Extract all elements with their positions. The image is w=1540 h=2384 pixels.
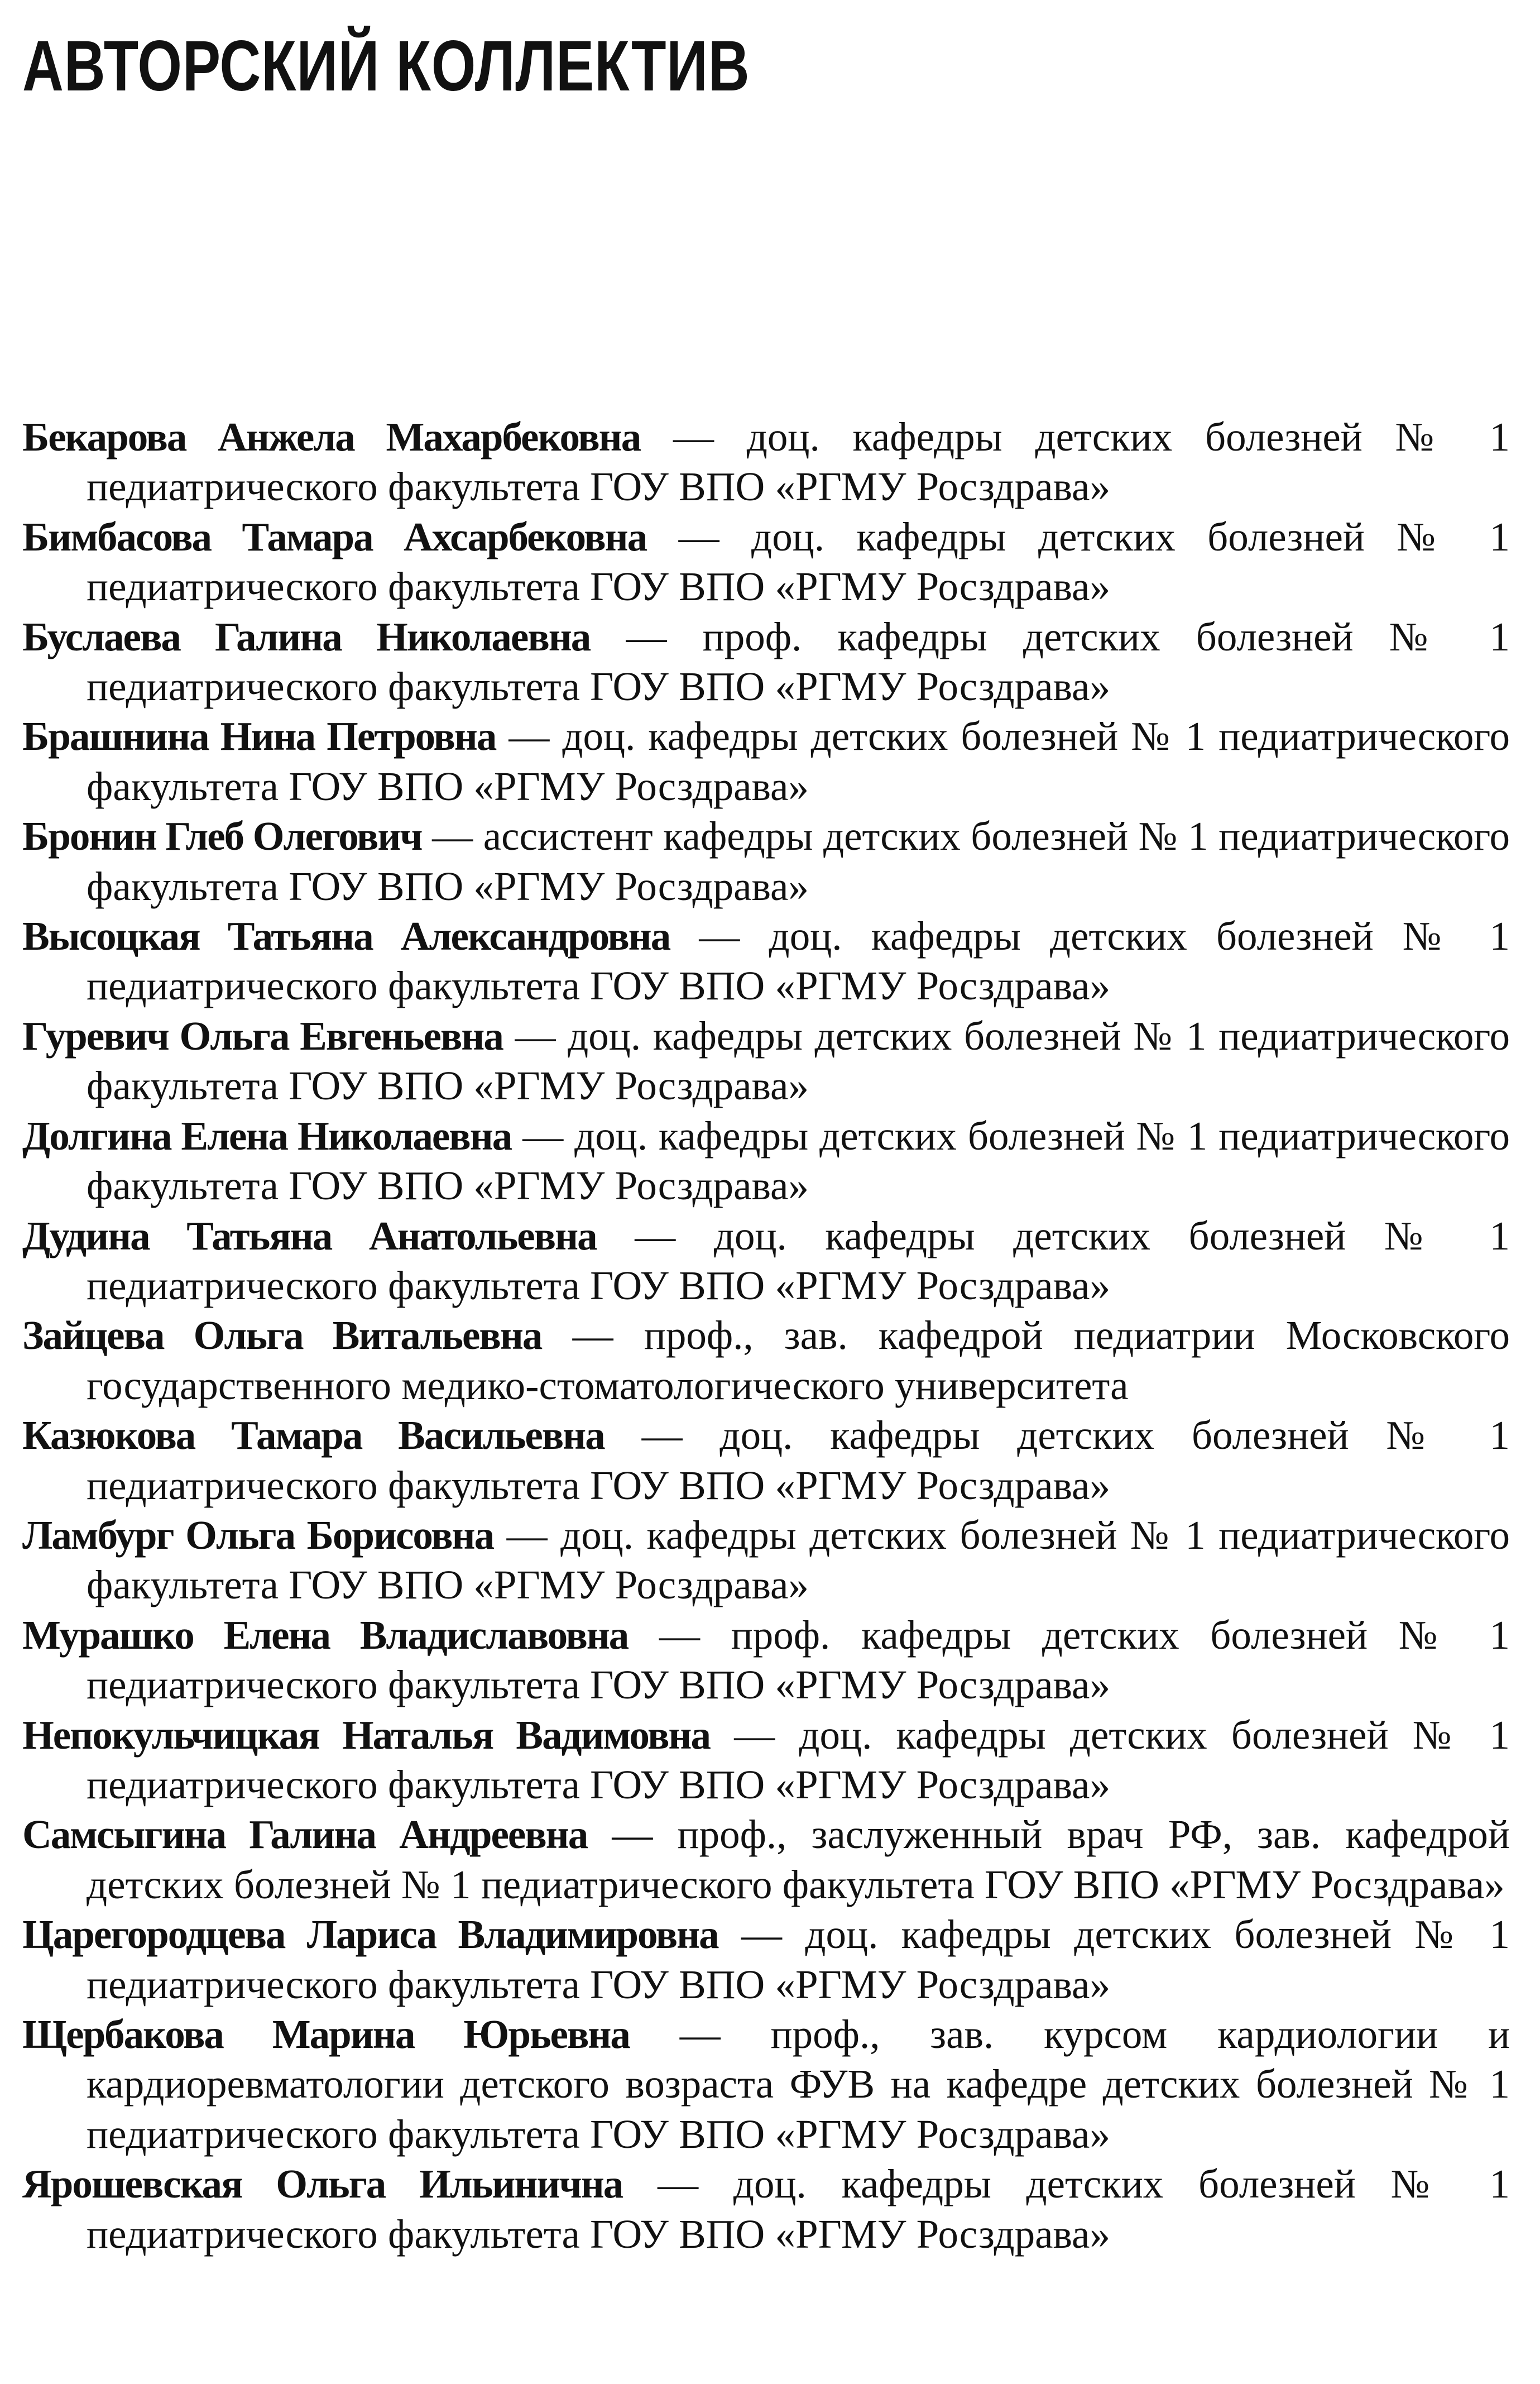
author-entry — [22, 1909, 1510, 2009]
author-name: Брашнина Нина Петровна — [22, 714, 496, 759]
author-description: — проф., зав. курсом кардиологии и кардиоревматологии детского возраста ФУВ на кафедре детских болезней № 1 педиатрического факультета ГОУ ВПО «РГМУ Росздрава» — [87, 2012, 1510, 2157]
author-entry — [22, 811, 1510, 911]
author-name: Дудина Татьяна Анатольевна — [22, 1213, 597, 1258]
author-description: — доц. кафедры детских болезней № 1 педиатрического факультета ГОУ ВПО «РГМУ Росздрава» — [87, 514, 1510, 610]
author-description: — доц. кафедры детских болезней № 1 педиатрического факультета ГОУ ВПО «РГМУ Росздрава» — [87, 1413, 1510, 1508]
author-name: Непокульчицкая Наталья Вадимовна — [22, 1712, 710, 1758]
author-description: — доц. кафедры детских болезней № 1 педиатрического факультета ГОУ ВПО «РГМУ Росздрава» — [87, 1912, 1510, 2007]
author-entry — [22, 612, 1510, 712]
author-name: Ярошевская Ольга Ильинична — [22, 2161, 623, 2207]
author-description: — доц. кафедры детских болезней № 1 педиатрического факультета ГОУ ВПО «РГМУ Росздрава» — [87, 1013, 1510, 1109]
author-name: Бронин Глеб Олегович — [22, 813, 422, 859]
author-entry — [22, 911, 1510, 1011]
author-description: — проф. кафедры детских болезней № 1 педиатрического факультета ГОУ ВПО «РГМУ Росздрава» — [87, 614, 1510, 710]
author-name: Высоцкая Татьяна Александровна — [22, 913, 670, 959]
author-description: — проф. кафедры детских болезней № 1 педиатрического факультета ГОУ ВПО «РГМУ Росздрава» — [87, 1612, 1510, 1708]
author-entry — [22, 1510, 1510, 1610]
author-entry — [22, 1310, 1510, 1410]
author-entry — [22, 412, 1510, 512]
author-description: — доц. кафедры детских болезней № 1 педиатрического факультета ГОУ ВПО «РГМУ Росздрава» — [87, 714, 1510, 809]
author-entry — [22, 1011, 1510, 1111]
author-description: — доц. кафедры детских болезней № 1 педиатрического факультета ГОУ ВПО «РГМУ Росздрава» — [87, 2161, 1510, 2257]
author-entry — [22, 711, 1510, 811]
author-entry — [22, 1111, 1510, 1211]
author-entry — [22, 1410, 1510, 1510]
author-description: — доц. кафедры детских болезней № 1 педиатрического факультета ГОУ ВПО «РГМУ Росздрава» — [87, 1512, 1510, 1608]
author-name: Бимбасова Тамара Ахсарбековна — [22, 514, 647, 559]
author-entry — [22, 1710, 1510, 1810]
author-entry — [22, 2009, 1510, 2159]
author-name: Царегородцева Лариса Владимировна — [22, 1912, 718, 1957]
author-entry — [22, 2159, 1510, 2259]
author-description: — доц. кафедры детских болезней № 1 педиатрического факультета ГОУ ВПО «РГМУ Росздрава» — [87, 1213, 1510, 1308]
author-entry — [22, 1809, 1510, 1909]
author-name: Долгина Елена Николаевна — [22, 1113, 512, 1159]
author-name: Зайцева Ольга Витальевна — [22, 1313, 542, 1358]
author-name: Ламбург Ольга Борисовна — [22, 1512, 494, 1558]
author-description: — ассистент кафедры детских болезней № 1 педиатрического факультета ГОУ ВПО «РГМУ Росздрава» — [87, 813, 1510, 909]
author-description: — проф., зав. кафедрой педиатрии Московского государственного медико-стоматологического университета — [87, 1313, 1510, 1408]
author-description: — доц. кафедры детских болезней № 1 педиатрического факультета ГОУ ВПО «РГМУ Росздрава» — [87, 1113, 1510, 1209]
author-entry — [22, 512, 1510, 612]
author-name: Буслаева Галина Николаевна — [22, 614, 591, 659]
author-description: — проф., заслуженный врач РФ, зав. кафедрой детских болезней № 1 педиатрического факультета ГОУ ВПО «РГМУ Росздрава» — [87, 1812, 1510, 1907]
author-name: Бекарова Анжела Махарбековна — [22, 414, 641, 459]
author-entry — [22, 1610, 1510, 1710]
author-name: Самсыгина Галина Андреевна — [22, 1812, 588, 1858]
author-list — [22, 412, 1510, 2259]
author-description: — доц. кафедры детских болезней № 1 педиатрического факультета ГОУ ВПО «РГМУ Росздрава» — [87, 913, 1510, 1009]
author-description: — доц. кафедры детских болезней № 1 педиатрического факультета ГОУ ВПО «РГМУ Росздрава» — [87, 1712, 1510, 1807]
author-name: Казюкова Тамара Васильевна — [22, 1413, 605, 1458]
author-description: — доц. кафедры детских болезней № 1 педиатрического факультета ГОУ ВПО «РГМУ Росздрава» — [87, 414, 1510, 510]
author-entry — [22, 1211, 1510, 1311]
author-name: Мурашко Елена Владиславовна — [22, 1612, 629, 1658]
author-name: Гуревич Ольга Евгеньевна — [22, 1013, 503, 1059]
page-title: АВТОРСКИЙ КОЛЛЕКТИВ — [22, 26, 750, 106]
author-name: Щербакова Марина Юрьевна — [22, 2012, 630, 2057]
